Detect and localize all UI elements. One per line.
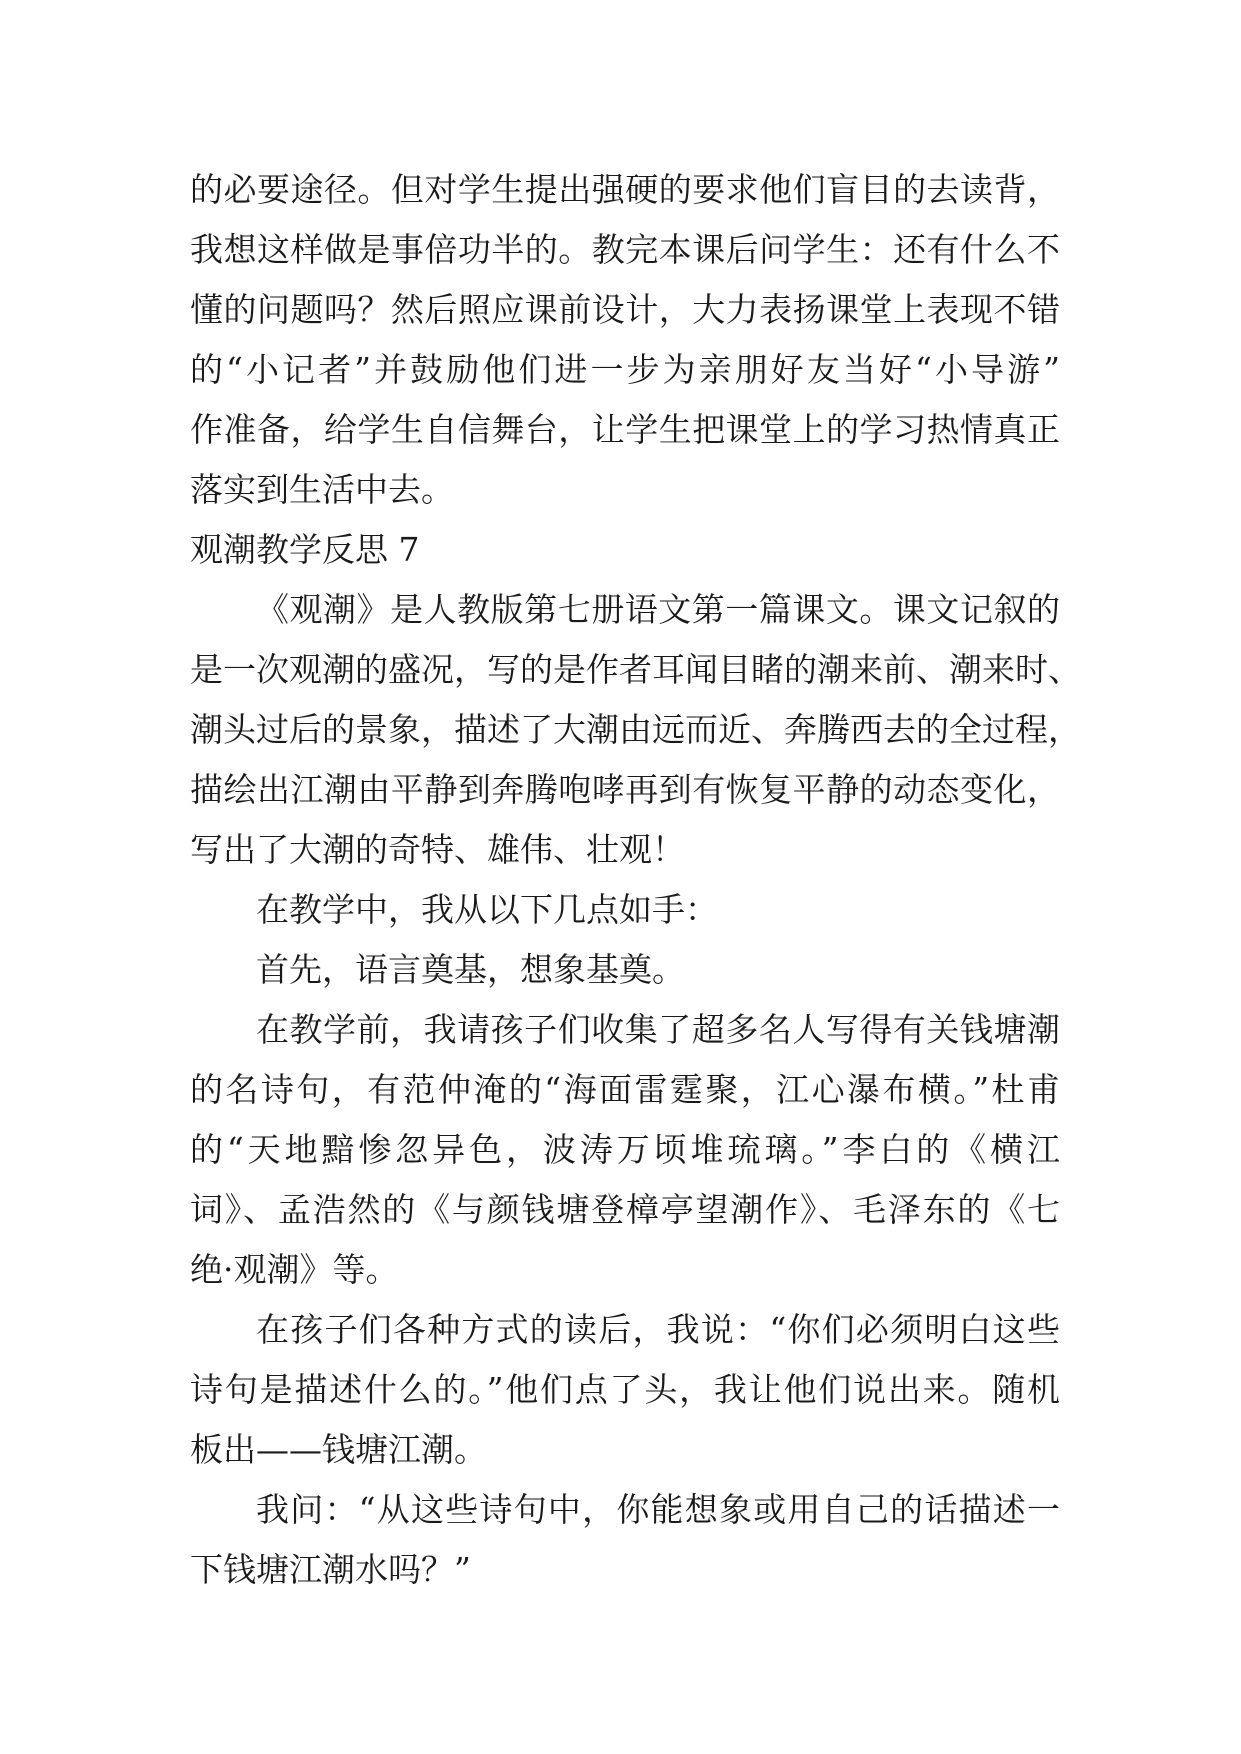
text-line: 落实到生活中去。: [190, 470, 454, 509]
text-line: 下钱塘江潮水吗？”: [190, 1550, 471, 1589]
section-heading: 观潮教学反思 7: [190, 530, 420, 569]
text-line: 描绘出江潮由平静到奔腾咆哮再到有恢复平静的动态变化，: [190, 770, 1060, 809]
text-line: 在孩子们各种方式的读后，我说：“你们必须明白这些: [256, 1310, 1060, 1349]
paragraph-teaching-points: 在教学中，我从以下几点如手：: [256, 890, 718, 929]
paragraph-poems: [190, 1000, 1060, 1300]
text-line: 的名诗句，有范仲淹的“海面雷霆聚，江心瀑布横。”杜甫: [190, 1070, 1060, 1109]
text-line: 作准备，给学生自信舞台，让学生把课堂上的学习热情真正: [190, 410, 1060, 449]
text-line: 词》、孟浩然的《与颜钱塘登樟亭望潮作》、毛泽东的《七: [190, 1190, 1060, 1229]
paragraph-reading: [190, 1300, 1060, 1480]
text-line: 《观潮》是人教版第七册语文第一篇课文。课文记叙的: [256, 590, 1060, 629]
text-line: 的“天地黯惨忽异色，波涛万顷堆琉璃。”李白的《横江: [190, 1130, 1060, 1169]
text-line: 懂的问题吗？然后照应课前设计，大力表扬课堂上表现不错: [190, 290, 1060, 329]
text-line: 在教学前，我请孩子们收集了超多名人写得有关钱塘潮: [256, 1010, 1060, 1049]
paragraph-intro: [190, 580, 1081, 880]
text-line: 的“小记者”并鼓励他们进一步为亲朋好友当好“小导游”: [190, 350, 1060, 389]
paragraph-continuation: [190, 160, 1060, 520]
paragraph-question: [190, 1480, 1060, 1600]
text-line: 我想这样做是事倍功半的。教完本课后问学生：还有什么不: [190, 230, 1060, 269]
text-line: 诗句是描述什么的。”他们点了头，我让他们说出来。随机: [190, 1370, 1060, 1409]
text-line: 绝·观潮》等。: [190, 1250, 399, 1289]
text-line: 板出——钱塘江潮。: [190, 1430, 487, 1469]
text-line: 的必要途径。但对学生提出强硬的要求他们盲目的去读背，: [190, 170, 1060, 209]
document-page: [190, 160, 1081, 1600]
paragraph-first-point: 首先，语言奠基，想象基奠。: [256, 950, 685, 989]
text-line: 写出了大潮的奇特、雄伟、壮观！: [190, 830, 685, 869]
text-line: 潮头过后的景象，描述了大潮由远而近、奔腾西去的全过程，: [190, 710, 1081, 749]
text-line: 我问：“从这些诗句中，你能想象或用自己的话描述一: [256, 1490, 1060, 1529]
text-line: 是一次观潮的盛况，写的是作者耳闻目睹的潮来前、潮来时、: [190, 650, 1081, 689]
